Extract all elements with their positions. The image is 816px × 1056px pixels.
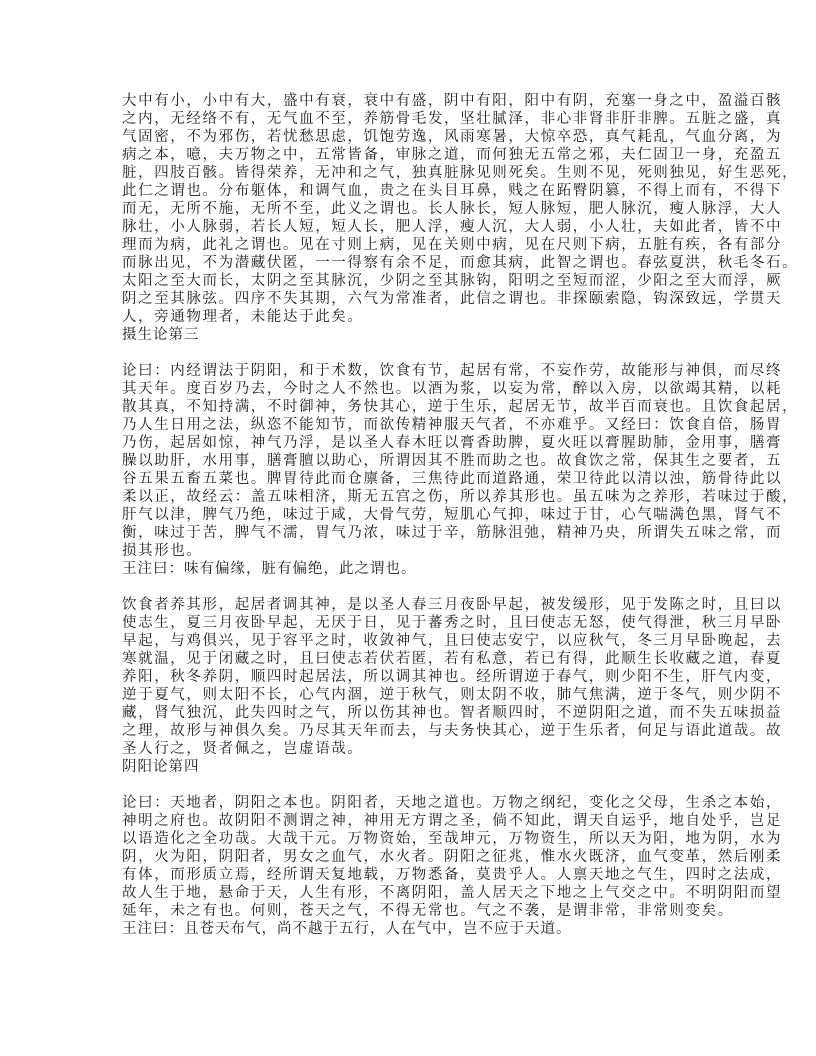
text-line: 之理，故形与神俱久矣。乃尽其天年而去，与夫务快其心，逆于生乐者，何足与语此道哉。故 [122,723,783,739]
text-line: 散其真，不知持满，不时御神，务快其心，逆于生乐，起居无节，故半百而衰也。且饮食起居， [122,399,799,415]
text-line: 衡，味过于苦，脾气不濡，胃气乃浓，味过于辛，筋脉沮弛，精神乃央，所谓失五味之常，而 [122,525,783,541]
text-line: 阴之至其脉弦。四序不失其期，六气为常准者，此信之谓也。非探颐索隐，钩深致远，学贯天 [122,291,783,307]
section-4-paragraph-1 [122,794,783,920]
text-line: 人，旁通物理者，未能达于此矣。 [122,309,364,325]
text-line: 故人生于地，悬命于天，人生有形，不离阴阳，盖人居天之下地之上气交之中。不明阴阳而望 [122,885,783,901]
text-line: 藏，肾气独沉，此失四时之气，所以伤其神也。智者顺四时，不逆阴阳之道，而不失五味损益 [122,705,783,721]
text-line: 延年，未之有也。何则，苍天之气，不得无常也。气之不袭，是谓非常，非常则变矣。 [122,903,734,919]
text-line: 太阳之至大而长，太阴之至其脉沉，少阴之至其脉钩，阳明之至短而涩，少阳之至大而浮，厥 [122,273,783,289]
text-line: 理而为病，此礼之谓也。见在寸则上病，见在关则中病，见在尺则下病，五脏有疾，各有部分 [122,237,783,253]
section-3-paragraph-1 [122,362,799,560]
text-line: 早起，与鸡俱兴，见于容平之时，收敛神气，且曰使志安宁，以应秋气，冬三月早卧晚起，去 [122,633,783,649]
commentary-note: 王注曰：味有偏缘，脏有偏绝，此之谓也。 [122,561,417,577]
text-line: 谷五果五畜五菜也。脾胃待此而仓廪备，三焦待此而道路通，荣卫待此以清以浊，筋骨待此以 [122,471,783,487]
text-line: 乃人生日用之法，纵恣不能知节，而欲传精神服天气者，不亦难乎。又经曰：饮食自倍，肠胃 [122,417,783,433]
text-line: 乃伤，起居如惊，神气乃浮，是以圣人春木旺以膏香助脾，夏火旺以膏腥助肺，金用事，膳膏 [122,435,783,451]
text-line: 饮食者养其形，起居者调其神，是以圣人春三月夜卧早起，被发缓形，见于发陈之时，且曰以 [122,597,783,613]
text-line: 肝气以津，脾气乃绝，味过于咸，大骨气劳，短肌心气抑，味过于甘，心气喘满色黑，肾气不 [122,507,783,523]
text-line: 神明之府也。故阴阳不测谓之神，神用无方谓之圣，倘不知此，谓天自运乎，地自处乎，岂足 [122,813,783,829]
text-line: 有体，而形质立焉，经所谓天复地载，万物悉备，莫贵乎人。人禀天地之气生，四时之法成， [122,867,783,883]
text-line: 脉壮，小人脉弱，若长人短，短人长，肥人浮，瘦人沉，大人弱，小人壮，夫如此者，皆不中 [122,219,783,235]
text-line: 脏，四肢百骸。皆得荣养，无冲和之气，独真脏脉见则死矣。生则不见，死则独见，好生恶死， [122,165,799,181]
section-2-tail [122,92,799,326]
text-line: 而脉出见，不为潜藏伏匿，一一得察有余不足，而愈其病，此智之谓也。春弦夏洪，秋毛冬石。 [122,255,799,271]
text-line: 气固密，不为邪伤，若忧愁思虑，饥饱劳逸，风雨寒暑，大惊卒恐，真气耗乱，气血分离，为 [122,129,783,145]
blank-line [122,344,712,362]
text-line: 逆于夏气，则太阳不长，心气内涸，逆于秋气，则太阴不收，肺气焦满，逆于冬气，则少阴不 [122,687,783,703]
text-line: 圣人行之，贤者佩之，岂虚语哉。 [122,741,364,757]
text-line: 损其形也。 [122,543,203,559]
text-line: 病之本，噫，夫万物之中，五常皆备，审脉之道，而何独无五常之邪，夫仁固卫一身，充盈五 [122,147,783,163]
text-line: 之内，无经络不有，无气血不至，养筋骨毛发，坚壮腻泽，非心非肾非肝非脾。五脏之盛，真 [122,111,783,127]
text-line: 此仁之谓也。分布躯体，和调气血，贵之在头目耳鼻，贱之在跖臀阴篡，不得上而有，不得下 [122,183,783,199]
blank-line [122,578,712,596]
document-page [122,92,799,938]
text-line: 使志生，夏三月夜卧早起，无厌于日，见于蕃秀之时，且曰使志无怒，使气得泄，秋三月早卧 [122,615,783,631]
text-line: 大中有小，小中有大，盛中有衰，衰中有盛，阴中有阳，阳中有阴，充塞一身之中，盈溢百骸 [122,93,783,109]
text-line: 论曰：内经谓法于阴阳，和于术数，饮食有节，起居有常，不妄作劳，故能形与神俱，而尽终 [122,363,783,379]
section-4-heading: 阴阳论第四 [122,759,200,775]
commentary-note: 王注曰：且苍天布气，尚不越于五行，人在气中，岂不应于天道。 [122,921,572,937]
section-3-heading: 摄生论第三 [122,327,200,343]
text-line: 而无，无所不施，无所不至，此义之谓也。长人脉长，短人脉短，肥人脉沉，瘦人脉浮，大人 [122,201,783,217]
section-3-paragraph-2 [122,596,783,758]
text-line: 柔以正，故经云：盖五味相济，斯无五宫之伤，所以养其形也。虽五味为之养形，若味过于酸， [122,489,799,505]
text-line: 阴，火为阳，阴阳者，男女之血气，水火者。阴阳之征兆，惟水火既济，血气变革，然后刚柔 [122,849,783,865]
text-line: 养阳，秋冬养阴，顺四时起居法，所以调其神也。经所谓逆于春气，则少阳不生，肝气内变， [122,669,783,685]
text-line: 臊以助肝，水用事，膳膏膻以助心，所谓因其不胜而助之也。故食饮之常，保其生之要者，五 [122,453,783,469]
text-line: 寒就温，见于闭藏之时，且曰使志若伏若匿，若有私意，若已有得，此顺生长收藏之道，春夏 [122,651,783,667]
text-line: 以语造化之全功哉。大哉干元。万物资始，至哉坤元，万物资生，所以天为阳，地为阴，水为 [122,831,783,847]
text-line: 论曰：天地者，阴阳之本也。阴阳者，天地之道也。万物之纲纪，变化之父母，生杀之本始， [122,795,783,811]
blank-line [122,776,712,794]
text-line: 其天年。度百岁乃去，今时之人不然也。以酒为浆，以妄为常，醉以入房，以欲竭其精，以耗 [122,381,783,397]
